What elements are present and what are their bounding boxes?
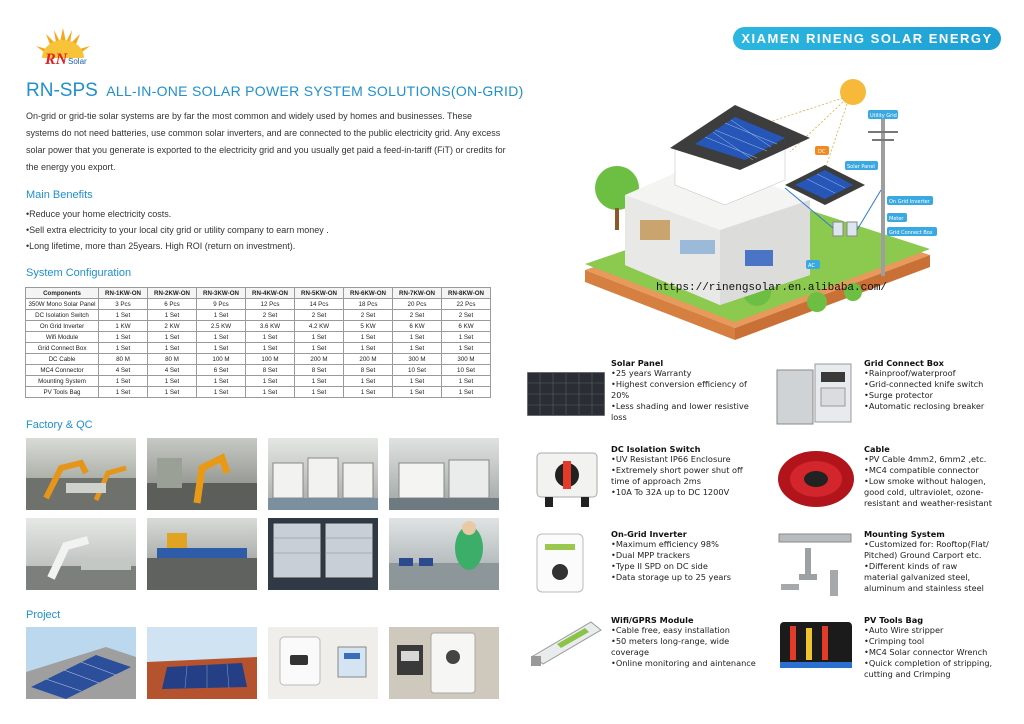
factory-photo-robot-arms	[26, 438, 136, 510]
table-cell: 1 Set	[442, 332, 491, 343]
factory-photo-workshop	[389, 438, 499, 510]
component-line: •50 meters long-range, wide	[611, 636, 730, 646]
table-cell: Mounting System	[26, 376, 99, 387]
benefits-heading: Main Benefits	[26, 189, 93, 201]
component-line: •MC4 compatible connector	[864, 465, 979, 475]
table-cell: 100 M	[246, 354, 295, 365]
table-cell: 1 Set	[246, 343, 295, 354]
component-line: loss	[611, 412, 627, 422]
component-line: •Maximum efficiency 98%	[611, 539, 719, 549]
cable-image	[776, 447, 856, 509]
table-cell: 1 Set	[148, 387, 197, 398]
component-line: good cold, ultraviolet, ozone-	[864, 487, 984, 497]
table-row	[26, 321, 491, 332]
table-cell: Wifi Module	[26, 332, 99, 343]
project-photo-tile-roof	[147, 627, 257, 699]
table-cell: 1 Set	[393, 332, 442, 343]
factory-photo-el-test	[268, 518, 378, 590]
table-cell: 2 Set	[393, 310, 442, 321]
table-cell: On Grid Inverter	[26, 321, 99, 332]
table-cell: 14 Pcs	[295, 299, 344, 310]
table-cell: 300 M	[393, 354, 442, 365]
factory-photo-machines	[268, 438, 378, 510]
table-cell: 100 M	[197, 354, 246, 365]
component-line: •Low smoke without halogen,	[864, 476, 986, 486]
label-grid-connect-box: Grid Connect Box	[889, 230, 933, 236]
component-line: •Customized for: Rooftop(Flat/	[864, 539, 989, 549]
table-cell: 1 Set	[393, 343, 442, 354]
component-title: PV Tools Bag	[864, 615, 924, 625]
benefit-item: •Sell extra electricity to your local city grid or utility company to earn money .	[26, 225, 329, 235]
label-solar-panel: Solar Panel	[847, 164, 875, 170]
pv-tools-bag-image	[776, 612, 856, 672]
table-cell: 4 Set	[99, 365, 148, 376]
component-line: •Type II SPD on DC side	[611, 561, 708, 571]
table-cell: 12 Pcs	[246, 299, 295, 310]
table-cell: 6 Set	[197, 365, 246, 376]
company-banner: XIAMEN RINENG SOLAR ENERGY	[733, 27, 1001, 50]
component-line: •Highest conversion efficiency of	[611, 379, 747, 389]
table-cell: 8 Set	[344, 365, 393, 376]
table-cell: 1 Set	[295, 332, 344, 343]
table-cell: 350W Mono Solar Panel	[26, 299, 99, 310]
table-cell: 1 Set	[442, 376, 491, 387]
factory-photo-conveyor	[147, 518, 257, 590]
dc-isolation-switch-image	[527, 447, 607, 509]
table-cell: 300 M	[442, 354, 491, 365]
label-on-grid-inverter: On Grid Inverter	[889, 199, 930, 205]
table-cell: 1 Set	[197, 376, 246, 387]
factory-photo-robot-line	[147, 438, 257, 510]
table-cell: 1 Set	[99, 343, 148, 354]
benefit-item: •Long lifetime, more than 25years. High ROI (return on investment).	[26, 241, 296, 251]
component-line: Pitched) Ground Carport etc.	[864, 550, 982, 560]
table-cell: 18 Pcs	[344, 299, 393, 310]
table-cell: 1 Set	[295, 387, 344, 398]
table-cell: 20 Pcs	[393, 299, 442, 310]
component-line: •Online monitoring and aintenance	[611, 658, 756, 668]
table-cell: 10 Set	[442, 365, 491, 376]
table-cell: 2 Set	[295, 310, 344, 321]
on-grid-inverter-image	[535, 532, 585, 594]
table-cell: 200 M	[344, 354, 393, 365]
solar-panel-image	[527, 372, 605, 416]
label-ac: AC	[808, 263, 815, 269]
table-cell: 1 Set	[197, 387, 246, 398]
table-cell: 80 M	[99, 354, 148, 365]
component-line: •Extremely short power shut off	[611, 465, 743, 475]
logo-mark: RN	[45, 51, 68, 68]
title-sub: ALL-IN-ONE SOLAR POWER SYSTEM SOLUTIONS(ON-GRID)	[106, 83, 524, 99]
component-title: Grid Connect Box	[864, 358, 944, 368]
table-cell: 4.2 KW	[295, 321, 344, 332]
table-cell: 6 Pcs	[148, 299, 197, 310]
label-meter: Meter	[889, 216, 904, 222]
table-header-cell: RN-6KW-ON	[344, 288, 393, 299]
table-row	[26, 365, 491, 376]
table-header-cell: RN-4KW-ON	[246, 288, 295, 299]
factory-photo-qc-worker	[389, 518, 499, 590]
table-cell: 80 M	[148, 354, 197, 365]
factory-heading: Factory & QC	[26, 419, 93, 431]
table-cell: 200 M	[295, 354, 344, 365]
config-heading: System Configuration	[26, 267, 132, 279]
table-header-cell: RN-1KW-ON	[99, 288, 148, 299]
table-cell: 1 Set	[99, 332, 148, 343]
component-line: cutting and Crimping	[864, 669, 951, 679]
table-cell: Grid Connect Box	[26, 343, 99, 354]
table-cell: 1 Set	[148, 376, 197, 387]
table-cell: 1 Set	[99, 376, 148, 387]
component-line: •Rainproof/waterproof	[864, 368, 956, 378]
table-cell: 1 Set	[246, 332, 295, 343]
component-mounting-system	[864, 529, 1022, 594]
table-cell: 2 Set	[442, 310, 491, 321]
table-row	[26, 387, 491, 398]
label-dc: DC	[818, 149, 826, 155]
system-diagram	[585, 70, 955, 340]
benefits-list	[26, 206, 506, 254]
table-cell: 1 Set	[442, 343, 491, 354]
table-header-cell: RN-2KW-ON	[148, 288, 197, 299]
component-line: resistant and weather-resistant	[864, 498, 992, 508]
config-table	[25, 287, 491, 398]
component-title: Solar Panel	[611, 358, 664, 368]
benefit-item: •Reduce your home electricity costs.	[26, 209, 172, 219]
title-main: RN-SPS	[26, 80, 98, 101]
table-cell: 2.5 KW	[197, 321, 246, 332]
project-photo-inverter-wall	[268, 627, 378, 699]
table-cell: 2 Set	[246, 310, 295, 321]
table-cell: 2 Set	[344, 310, 393, 321]
store-url[interactable]: https://rinengsolar.en.alibaba.com/	[656, 282, 888, 294]
component-line: 20%	[611, 390, 630, 400]
component-line: •Crimping tool	[864, 636, 925, 646]
table-header-cell: RN-5KW-ON	[295, 288, 344, 299]
table-header-cell: Components	[26, 288, 99, 299]
component-pv-tools-bag	[864, 615, 1022, 680]
table-cell: 1 Set	[148, 332, 197, 343]
table-header-cell: RN-8KW-ON	[442, 288, 491, 299]
table-cell: 1 Set	[344, 376, 393, 387]
table-cell: 1 Set	[295, 376, 344, 387]
component-cable	[864, 444, 1022, 509]
component-on-grid-inverter	[611, 529, 771, 583]
table-cell: 4 Set	[148, 365, 197, 376]
component-line: •PV Cable 4mm2, 6mm2 ,etc.	[864, 454, 987, 464]
table-cell: 1 Set	[197, 343, 246, 354]
component-grid-connect-box	[864, 358, 1022, 412]
table-cell: 6 KW	[393, 321, 442, 332]
component-line: •25 years Warranty	[611, 368, 692, 378]
table-cell: 1 Set	[197, 332, 246, 343]
component-line: •Data storage up to 25 years	[611, 572, 732, 582]
table-cell: PV Tools Bag	[26, 387, 99, 398]
table-row	[26, 310, 491, 321]
component-title: Mounting System	[864, 529, 945, 539]
table-cell: 1 Set	[99, 387, 148, 398]
component-title: On-Grid Inverter	[611, 529, 687, 539]
intro-paragraph: On-grid or grid-tie solar systems are by far the most common and widely used by homes and businesses. These systems do not need batteries, use common solar inverters, and are connected to the public electricity grid. Any excess solar power that you generate is exported to the electricity grid and you usually get paid a feed-in-tariff (FiT) or credits for the energy you export.	[26, 111, 506, 172]
component-wifi-module	[611, 615, 771, 669]
table-cell: 8 Set	[246, 365, 295, 376]
table-cell: MC4 Connector	[26, 365, 99, 376]
component-line: •10A To 32A up to DC 1200V	[611, 487, 730, 497]
table-cell: DC Cable	[26, 354, 99, 365]
table-cell: 6 KW	[442, 321, 491, 332]
table-cell: 3 Pcs	[99, 299, 148, 310]
component-line: material galvanized steel,	[864, 572, 971, 582]
table-row	[26, 376, 491, 387]
table-header-cell: RN-7KW-ON	[393, 288, 442, 299]
component-line: •Automatic reclosing breaker	[864, 401, 985, 411]
logo-sub: Solar	[68, 57, 87, 66]
component-solar-panel	[611, 358, 771, 423]
component-title: Cable	[864, 444, 890, 454]
factory-photo-robot-white	[26, 518, 136, 590]
table-cell: 1 Set	[148, 343, 197, 354]
table-cell: 3.6 KW	[246, 321, 295, 332]
table-row	[26, 299, 491, 310]
config-table-wrap	[25, 287, 491, 398]
table-cell: 1 Set	[246, 387, 295, 398]
component-dc-isolation-switch	[611, 444, 771, 498]
table-cell: 1 Set	[393, 376, 442, 387]
table-cell: 1 Set	[295, 343, 344, 354]
table-header-cell: RN-3KW-ON	[197, 288, 246, 299]
table-cell: 1 Set	[197, 310, 246, 321]
table-row	[26, 354, 491, 365]
grid-connect-box-image	[775, 362, 855, 426]
component-title: DC Isolation Switch	[611, 444, 701, 454]
table-cell: 8 Set	[295, 365, 344, 376]
table-cell: 1 Set	[344, 343, 393, 354]
label-utility-grid: Utility Grid	[870, 113, 897, 119]
table-row	[26, 343, 491, 354]
component-line: •Less shading and lower resistive	[611, 401, 749, 411]
table-cell: 9 Pcs	[197, 299, 246, 310]
table-cell: 1 KW	[99, 321, 148, 332]
table-row	[26, 332, 491, 343]
wifi-module-image	[527, 612, 607, 672]
table-cell: 22 Pcs	[442, 299, 491, 310]
table-cell: 1 Set	[148, 310, 197, 321]
component-line: •Surge protector	[864, 390, 934, 400]
mounting-system-image	[775, 530, 855, 600]
table-cell: 1 Set	[442, 387, 491, 398]
table-cell: 1 Set	[99, 310, 148, 321]
component-line: aluminum and stainless steel	[864, 583, 984, 593]
project-photo-roof-panels	[26, 627, 136, 699]
component-line: •Auto Wire stripper	[864, 625, 944, 635]
table-cell: 1 Set	[393, 387, 442, 398]
table-cell: DC Isolation Switch	[26, 310, 99, 321]
table-cell: 1 Set	[344, 332, 393, 343]
component-line: •Grid-connected knife switch	[864, 379, 984, 389]
component-line: •Cable free, easy installation	[611, 625, 730, 635]
component-line: •MC4 Solar connector Wrench	[864, 647, 988, 657]
project-photo-inverter-indoor	[389, 627, 499, 699]
component-title: Wifi/GPRS Module	[611, 615, 694, 625]
page-title	[26, 80, 524, 102]
rineng-logo	[28, 28, 98, 76]
table-cell: 1 Set	[246, 376, 295, 387]
table-cell: 5 KW	[344, 321, 393, 332]
project-heading: Project	[26, 609, 61, 621]
table-cell: 1 Set	[344, 387, 393, 398]
component-line: time of approach 2ms	[611, 476, 701, 486]
component-line: •Dual MPP trackers	[611, 550, 690, 560]
component-line: •Quick completion of stripping,	[864, 658, 993, 668]
component-line: coverage	[611, 647, 650, 657]
table-cell: 10 Set	[393, 365, 442, 376]
component-line: •UV Resistant IP66 Enclosure	[611, 454, 731, 464]
component-line: •Different kinds of raw	[864, 561, 958, 571]
table-cell: 2 KW	[148, 321, 197, 332]
